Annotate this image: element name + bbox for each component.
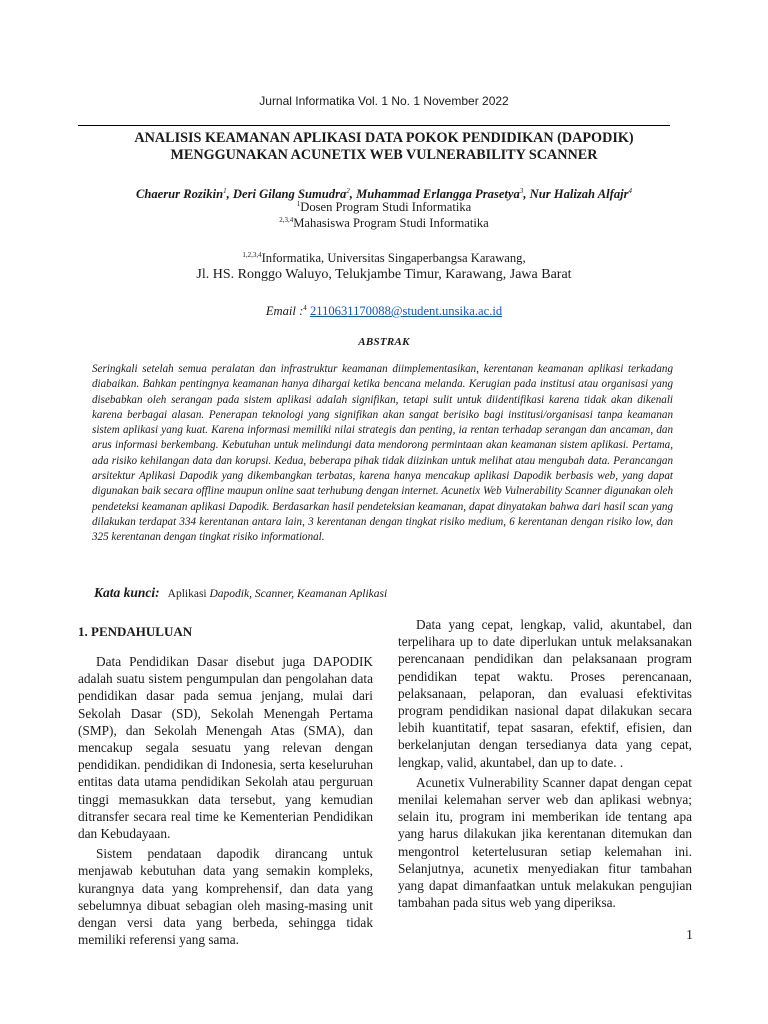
author-separator: , (523, 187, 530, 201)
affiliation-mahasiswa (0, 213, 768, 231)
keywords-line (94, 584, 387, 602)
affiliation-text: Mahasiswa Program Studi Informatika (293, 216, 489, 230)
abstract-heading: ABSTRAK (358, 336, 410, 348)
keywords-label: Kata kunci: (94, 585, 160, 600)
author-name: Chaerur Rozikin (135, 187, 224, 201)
affiliation-institution (0, 248, 768, 266)
section-heading: 1. PENDAHULUAN (78, 624, 193, 639)
right-column (398, 616, 692, 911)
left-column (78, 653, 373, 948)
page-number: 1 (686, 928, 693, 943)
affiliation-sup: 1,2,3,4 (242, 251, 262, 259)
body-paragraph: Acunetix Vulnerability Scanner dapat dengan cepat menilai kelemahan server web dan aplikasi webnya; selain itu, program ini memberikan ide tentang apa yang harus dilakukan jika kerentanan ditemukan dan mengontrol ketertelusuran setiap kelemahan ini. Selanjutnya, acunetix menyediakan fitur tambahan yang dapat dimanfaatkan untuk melakukan pengujian tambahan pada situs web yang diperiksa. (398, 774, 692, 911)
title-line-1: ANALISIS KEAMANAN APLIKASI DATA POKOK PENDIDIKAN (DAPODIK) (134, 130, 634, 146)
abstract-text: Seringkali setelah semua peralatan dan infrastruktur keamanan diimplementasikan, kerentanan keamanan aplikasi terkadang diabaikan. Bahkan pentingnya keamanan hanya dihargai ketika bencana melanda. Kerugian pada institusi atau organisasi yang disebabkan oleh serangan pada sistem aplikasi adalah signifikan, tetapi sulit untuk diidentifikasi karena tidak akan dikenali karena berbagai alasan. Penerapan teknologi yang signifikan akan sangat berisiko bagi institusi/organisasi tanpa keamanan sistem aplikasi yang kuat. Karena informasi memiliki nilai strategis dan penting, ia rentan terhadap serangan dan ancaman, dan arus informasi berkembang. Kebutuhan untuk melindungi data mendorong permintaan akan keamanan sistem aplikasi. Pertama, ada risiko kehilangan data dan korupsi. Kedua, beberapa pihak tidak diizinkan untuk melihat atau mengubah data. Perancangan arsitektur Aplikasi Dapodik yang dikembangkan terbatas, karena hanya mencakup aplikasi Dapodik berbasis web, yang dapat digunakan baik secara offline maupun online saat terhubung dengan internet. Acunetix Web Vulnerability Scanner digunakan oleh pendeteksi keamanan aplikasi Dapodik. Berdasarkan hasil pendeteksian keamanan, dapat dinyatakan bahwa dari hasil scan yang dilakukan terdapat 334 kerentanan antara lain, 3 kerentanan dengan tingkat risiko medium, 6 kerentanan dengan risiko low, dan 325 kerentanan dengan tingkat risiko informational. (92, 363, 673, 544)
author-sup: 2 (346, 187, 350, 195)
affiliation-sup: 2,3,4 (279, 216, 294, 224)
body-paragraph: Data Pendidikan Dasar disebut juga DAPODIK adalah suatu sistem pengumpulan dan pengolahan data pendidikan dasar pada semua jenjang, mulai dari Sekolah Dasar (SD), Sekolah Menengah Pertama (SMP), dan Sekolah Menengah Atas (SMA), dan mencakup segala sesuatu yang relevan dengan pendidikan. pendidikan di Indonesia, serta keseluruhan entitas data utama pendidikan Sekolah atau perguruan tinggi memasukkan data tersebut, yang kemudian ditransfer secara real time ke Kementerian Pendidikan dan Kebudayaan. (78, 654, 373, 842)
author-name: Muhammad Erlangga Prasetya (356, 187, 520, 201)
author-name: Nur Halizah Alfajr (529, 187, 629, 201)
affiliation-text: Informatika, Universitas Singaperbangsa Karawang, (261, 251, 526, 265)
email-sup: 4 (303, 304, 307, 312)
email-line (0, 304, 768, 319)
keywords-prefix: Aplikasi (167, 588, 210, 600)
body-paragraph: Sistem pendataan dapodik dirancang untuk menjawab kebutuhan data yang semakin kompleks, kurangnya data yang komprehensif, dan data yang sebelumnya dibuat sebagian oleh masing-masing unit dengan versi data yang berbeda, sehingga tidak memiliki referensi yang sama. (78, 846, 373, 948)
keywords-value (168, 588, 388, 600)
author-sup: 3 (519, 187, 524, 195)
header-rule (78, 125, 670, 126)
email-link[interactable]: 2110631170088@student.unsika.ac.id (309, 304, 503, 318)
author-sup: 4 (628, 187, 633, 195)
affiliation-text: Dosen Program Studi Informatika (300, 200, 472, 214)
affiliation-sup: 1 (296, 200, 301, 208)
institution-address: Jl. HS. Ronggo Waluyo, Telukjambe Timur, Karawang, Jawa Barat (196, 267, 572, 282)
author-separator: , (226, 187, 233, 201)
author-sup: 1 (223, 187, 227, 195)
body-paragraph: Data yang cepat, lengkap, valid, akuntabel, dan terpelihara up to date diperlukan untuk melaksanakan perencanaan pendidikan dan pelaksanaan program pendidikan tepat waktu. Proses perencanaan, pelaksanaan, pelaporan, dan evaluasi efektivitas program pendidikan nasional dapat dilakukan secara lebih kuantitatif, tepat sasaran, efektif, efisien, dan berkelanjutan dengan tersedianya data yang cepat, lengkap, valid, akuntabel, dan up to date. . (398, 617, 692, 770)
email-label: Email : (265, 304, 304, 318)
keywords-terms: Dapodik, Scanner, Keamanan Aplikasi (209, 588, 388, 600)
paper-title (70, 130, 698, 164)
author-separator: , (349, 187, 357, 201)
journal-header: Jurnal Informatika Vol. 1 No. 1 November 2022 (259, 94, 509, 108)
author-name: Deri Gilang Sumudra (232, 187, 347, 201)
title-line-2: MENGGUNAKAN ACUNETIX WEB VULNERABILITY SCANNER (170, 147, 598, 163)
